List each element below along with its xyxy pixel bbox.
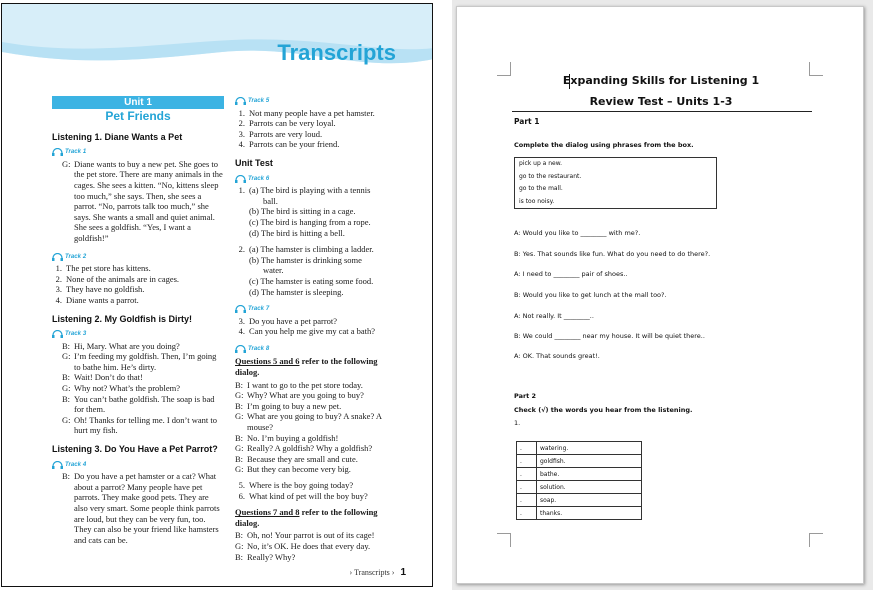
- item-text: ball.: [263, 195, 278, 206]
- list-item: [235, 217, 403, 228]
- track-word: Track: [65, 331, 81, 338]
- line-text: But they can become very big.: [247, 464, 351, 475]
- item-number: [235, 255, 249, 266]
- track-number: 1: [82, 149, 87, 156]
- check-cell[interactable]: .: [517, 442, 537, 455]
- dialog-line: [235, 443, 403, 454]
- item-text: What kind of pet will the boy buy?: [249, 490, 368, 501]
- speaker-label: B:: [235, 551, 244, 562]
- list-item: [235, 480, 403, 491]
- heading-rest: refer to the following dialog.: [235, 356, 378, 378]
- speaker-label: G:: [235, 443, 244, 454]
- word-cell: goldfish.: [537, 455, 642, 468]
- headphones-icon: [235, 97, 246, 105]
- line-text: Really? Why?: [247, 551, 296, 562]
- item-number: 1.: [238, 185, 245, 196]
- list-item: [235, 244, 403, 255]
- check-cell[interactable]: .: [517, 481, 537, 494]
- speaker-label: G:: [62, 383, 71, 394]
- speaker-label: B:: [235, 530, 244, 541]
- dialog-line: [235, 380, 403, 391]
- part-2-instruction: Check (√) the words you hear from the listening.: [514, 406, 693, 414]
- phrase-box: [514, 157, 717, 209]
- speaker-label: B:: [235, 379, 244, 390]
- track-word: Track: [248, 345, 264, 352]
- phrase-item: is too noisy.: [519, 197, 555, 205]
- check-cell[interactable]: .: [517, 507, 537, 520]
- dialog-line: A: OK. That sounds great!.: [514, 352, 600, 360]
- track-4-label: [52, 460, 224, 471]
- item-number: [235, 228, 249, 239]
- dialog-line: A: Not really. It ________..: [514, 312, 594, 320]
- footer-text: › Transcripts ›: [349, 568, 395, 577]
- item-text: (c) The bird is hanging from a rope.: [249, 216, 371, 227]
- item-number: 1.: [55, 263, 62, 274]
- line-text: Why? What are you going to buy?: [247, 390, 364, 401]
- page-footer: [350, 567, 406, 578]
- dialog-2: [52, 341, 224, 436]
- item-number: 5.: [238, 480, 245, 490]
- dialog-questions-5-6: [235, 380, 403, 475]
- page-title: Transcripts: [277, 40, 396, 65]
- item-text: Not many people have a pet hamster.: [249, 107, 375, 118]
- line-text: Really? A goldfish? Why a goldfish?: [247, 443, 373, 454]
- list-item: [235, 139, 403, 150]
- item-number: [235, 265, 249, 276]
- headphones-icon: [235, 345, 246, 353]
- dialog-line: B: Would you like to get lunch at the mall too?.: [514, 291, 667, 299]
- item-text: Diane wants a parrot.: [66, 294, 139, 305]
- table-row: [517, 455, 642, 468]
- item-number: [235, 196, 249, 207]
- check-cell[interactable]: .: [517, 455, 537, 468]
- check-cell[interactable]: .: [517, 494, 537, 507]
- line-text: I’m going to buy a new pet.: [247, 400, 342, 411]
- transcript-paragraph: [52, 159, 224, 244]
- item-text: None of the animals are in cages.: [66, 273, 180, 284]
- table-row: [517, 494, 642, 507]
- crop-mark-bottom-right: [809, 533, 823, 547]
- question-2: [235, 244, 403, 297]
- track-7-items: [235, 316, 403, 337]
- track-number: 5: [265, 98, 270, 104]
- line-text: I want to go to the pet store today.: [247, 379, 363, 390]
- list-item: [235, 196, 403, 207]
- word-cell: watering.: [537, 442, 642, 455]
- right-column: [235, 96, 403, 562]
- table-row: [517, 507, 642, 520]
- track-number: 7: [265, 306, 270, 313]
- dialog-line: [235, 390, 403, 401]
- list-item: [235, 185, 403, 196]
- track-3-label: [52, 329, 224, 340]
- dialog-line: A: I need to ________ pair of shoes..: [514, 270, 628, 278]
- item-text: Where is the boy going today?: [249, 480, 354, 490]
- item-text: Parrots can be very loyal.: [249, 118, 336, 129]
- dialog-questions-7-8: [235, 530, 403, 562]
- track-number: 4: [82, 461, 87, 468]
- item-number: [235, 276, 249, 287]
- speaker-label: G:: [62, 414, 71, 425]
- headphones-icon: [235, 305, 246, 313]
- document-title: Expanding Skills for Listening 1: [562, 74, 760, 87]
- transcripts-page: [1, 3, 433, 587]
- dialog-line: [62, 383, 224, 394]
- speaker-label: G:: [62, 158, 71, 169]
- track-7-label: [235, 304, 403, 315]
- word-cell: soap.: [537, 494, 642, 507]
- headphones-icon: [52, 461, 63, 469]
- headphones-icon: [235, 175, 246, 183]
- table-row: [517, 468, 642, 481]
- item-text: (d) The hamster is sleeping.: [249, 286, 344, 297]
- unit-test-title: Unit Test: [235, 157, 273, 168]
- list-item: [52, 263, 224, 274]
- page-number: 1: [400, 567, 406, 578]
- unit-label: Unit 1: [52, 96, 224, 109]
- line-text: No, it’s OK. He does that every day.: [247, 540, 371, 551]
- document-subtitle: Review Test – Units 1-3: [589, 95, 733, 108]
- item-number: 2.: [238, 244, 245, 255]
- speaker-label: G:: [235, 411, 244, 422]
- track-word: Track: [65, 461, 81, 468]
- item-text: (b) The hamster is drinking some: [249, 254, 362, 265]
- phrase-item: pick up a new.: [519, 160, 563, 167]
- line-text: Wait! Don’t do that!: [74, 372, 143, 383]
- speaker-label: G:: [235, 464, 244, 475]
- speaker-label: B:: [62, 471, 71, 482]
- line-text: Oh! Thanks for telling me. I don’t want to hurt my fish.: [74, 414, 217, 436]
- dialog-line: A: Would you like to ________ with me?.: [514, 229, 641, 237]
- line-text: I’m feeding my goldfish. Then, I’m going to bathe him. He’s dirty.: [74, 351, 217, 372]
- item-number: 3.: [238, 315, 245, 326]
- line-text: You can’t bathe goldfish. The soap is bad for them.: [74, 393, 215, 415]
- item-number: 3.: [238, 128, 245, 139]
- dialog-line: [235, 433, 403, 444]
- listening-2-title: Listening 2. My Goldfish is Dirty!: [52, 313, 193, 324]
- item-number: 6.: [238, 490, 245, 501]
- item-number: [235, 217, 249, 228]
- part-2-label: Part 2: [514, 392, 537, 400]
- word-cell: bathe.: [537, 468, 642, 481]
- list-item: [235, 228, 403, 239]
- part-1-label: Part 1: [514, 117, 540, 126]
- questions-7-8-heading: [235, 507, 403, 528]
- item-number: [235, 287, 249, 298]
- line-text: No. I’m buying a goldfish!: [247, 432, 339, 443]
- item-text: Parrots can be your friend.: [249, 139, 340, 150]
- track-5-items: [235, 108, 403, 150]
- list-item: [52, 284, 224, 295]
- speaker-label: B:: [62, 340, 71, 351]
- item-text: (b) The bird is sitting in a cage.: [249, 206, 356, 217]
- word-cell: solution.: [537, 481, 642, 494]
- list-item: [235, 491, 403, 502]
- track-word: Track: [248, 306, 264, 313]
- phrase-item: go to the mall.: [519, 185, 563, 192]
- list-item: [235, 316, 403, 327]
- word-cell: thanks.: [537, 507, 642, 520]
- speaker-label: G:: [235, 540, 244, 551]
- dialog-line: [62, 372, 224, 383]
- track-1-label: [52, 147, 224, 158]
- speaker-label: G:: [62, 351, 71, 362]
- headphones-icon: [52, 330, 63, 338]
- dialog-line: [235, 464, 403, 475]
- list-item: [235, 276, 403, 287]
- track-number: 6: [265, 175, 270, 182]
- track-number: 8: [265, 345, 270, 352]
- dialog-line: B: We could ________ near my house. It will be quiet there..: [514, 332, 705, 340]
- item-text: (a) The bird is playing with a tennis: [249, 185, 371, 196]
- dialog-line: [235, 401, 403, 412]
- unit-name: Pet Friends: [105, 109, 171, 123]
- dialog-line: [62, 415, 224, 436]
- heading-underlined: Questions 5 and 6: [235, 356, 300, 367]
- dialog-line: [235, 454, 403, 465]
- list-item: [52, 274, 224, 285]
- line-text: What are you going to buy? A snake? A mouse?: [247, 411, 382, 433]
- item-number: 2.: [55, 273, 62, 284]
- dialog-line: B: Yes. That sounds like fun. What do you need to do there?.: [514, 250, 711, 258]
- track-5-label: [235, 96, 403, 107]
- dialog-line: [62, 341, 224, 352]
- word-document-page[interactable]: [456, 6, 864, 584]
- list-item: [235, 255, 403, 266]
- track-2-label: [52, 252, 224, 263]
- item-number: 2.: [238, 118, 245, 129]
- table-row: [517, 442, 642, 455]
- heading-underlined: Questions 7 and 8: [235, 507, 300, 518]
- speaker-label: B:: [235, 453, 244, 464]
- line-text: Why not? What’s the problem?: [74, 383, 181, 394]
- item-number: 4.: [238, 139, 245, 150]
- speaker-label: G:: [235, 390, 244, 401]
- dialog-line: [235, 552, 403, 563]
- line-text: Because they are small and cute.: [247, 453, 358, 464]
- speaker-label: B:: [62, 372, 71, 383]
- item-number: 1.: [238, 107, 245, 118]
- list-item: [235, 118, 403, 129]
- item-text: They have no goldfish.: [66, 284, 145, 295]
- track-6-label: [235, 174, 403, 185]
- item-number: [235, 206, 249, 217]
- line-text: Oh, no! Your parrot is out of its cage!: [247, 530, 375, 541]
- track-word: Track: [248, 175, 264, 182]
- dialog-line: [235, 411, 403, 432]
- phrase-item: go to the restaurant.: [519, 172, 582, 180]
- list-item: [235, 206, 403, 217]
- title-rule: [512, 111, 812, 112]
- speaker-label: B:: [235, 432, 244, 443]
- speaker-label: B:: [62, 393, 71, 404]
- list-item: [235, 326, 403, 337]
- track-word: Track: [65, 149, 81, 156]
- item-number: 3.: [55, 284, 62, 295]
- track-word: Track: [248, 98, 264, 104]
- item-number: 4.: [238, 326, 245, 337]
- item-number: 4.: [55, 294, 62, 305]
- dialog-line: [235, 530, 403, 541]
- line-text: Hi, Mary. What are you doing?: [74, 340, 180, 351]
- check-cell[interactable]: .: [517, 468, 537, 481]
- dialog-line: [62, 351, 224, 372]
- track-2-items: [52, 263, 224, 305]
- table-row: [517, 481, 642, 494]
- questions-5-6: [235, 480, 403, 501]
- part-1-instruction: Complete the dialog using phrases from the box.: [514, 141, 694, 149]
- heading-rest: refer to the following dialog.: [235, 507, 378, 528]
- list-item: [235, 108, 403, 119]
- item-text: water.: [263, 265, 284, 276]
- word-check-table: [516, 441, 642, 520]
- track-number: 3: [82, 331, 87, 338]
- headphones-icon: [52, 253, 63, 261]
- item-text: The pet store has kittens.: [66, 263, 151, 274]
- track-number: 2: [82, 253, 87, 260]
- track-word: Track: [65, 253, 81, 260]
- listening-1-title: Listening 1. Diane Wants a Pet: [52, 131, 183, 142]
- item-text: Can you help me give my cat a bath?: [249, 326, 376, 337]
- item-text: (a) The hamster is climbing a ladder.: [249, 244, 374, 255]
- list-item: [235, 287, 403, 298]
- left-column: [52, 96, 224, 545]
- question-1-number: 1.: [514, 419, 521, 427]
- list-item: [52, 295, 224, 306]
- crop-mark-bottom-left: [497, 533, 511, 547]
- item-text: (c) The hamster is eating some food.: [249, 275, 374, 286]
- question-1: [235, 185, 403, 238]
- listening-3-title: Listening 3. Do You Have a Pet Parrot?: [52, 444, 218, 455]
- list-item: [235, 129, 403, 140]
- dialog-line: [235, 541, 403, 552]
- dialog-line: [62, 394, 224, 415]
- item-text: Do you have a pet parrot?: [249, 315, 338, 326]
- item-text: (d) The bird is hitting a bell.: [249, 227, 345, 238]
- paragraph-text: Do you have a pet hamster or a cat? What about a parrot? Many people have pet parrots. They make good pets. They are also very smart. Some people think parrots are loud, but they can be very fun, too. They can also be your friend like hamsters and cats can be.: [74, 471, 220, 545]
- document-canvas: [452, 0, 873, 590]
- questions-5-6-heading: [235, 356, 403, 377]
- track-8-label: [235, 344, 403, 355]
- item-text: Parrots are very loud.: [249, 128, 323, 139]
- list-item: [235, 265, 403, 276]
- transcript-paragraph: [52, 471, 224, 545]
- headphones-icon: [52, 148, 63, 156]
- speaker-label: B:: [235, 400, 244, 411]
- paragraph-text: Diane wants to buy a new pet. She goes to the pet store. There are many animals in the cages. She sees a kitten. “No, kittens sleep too much,” she says. Then, she sees a parrot. “No, parrots talk too much,” she says. She wants a small and quiet animal. She sees a goldfish. “Yes, I want a goldfish!”: [74, 158, 223, 243]
